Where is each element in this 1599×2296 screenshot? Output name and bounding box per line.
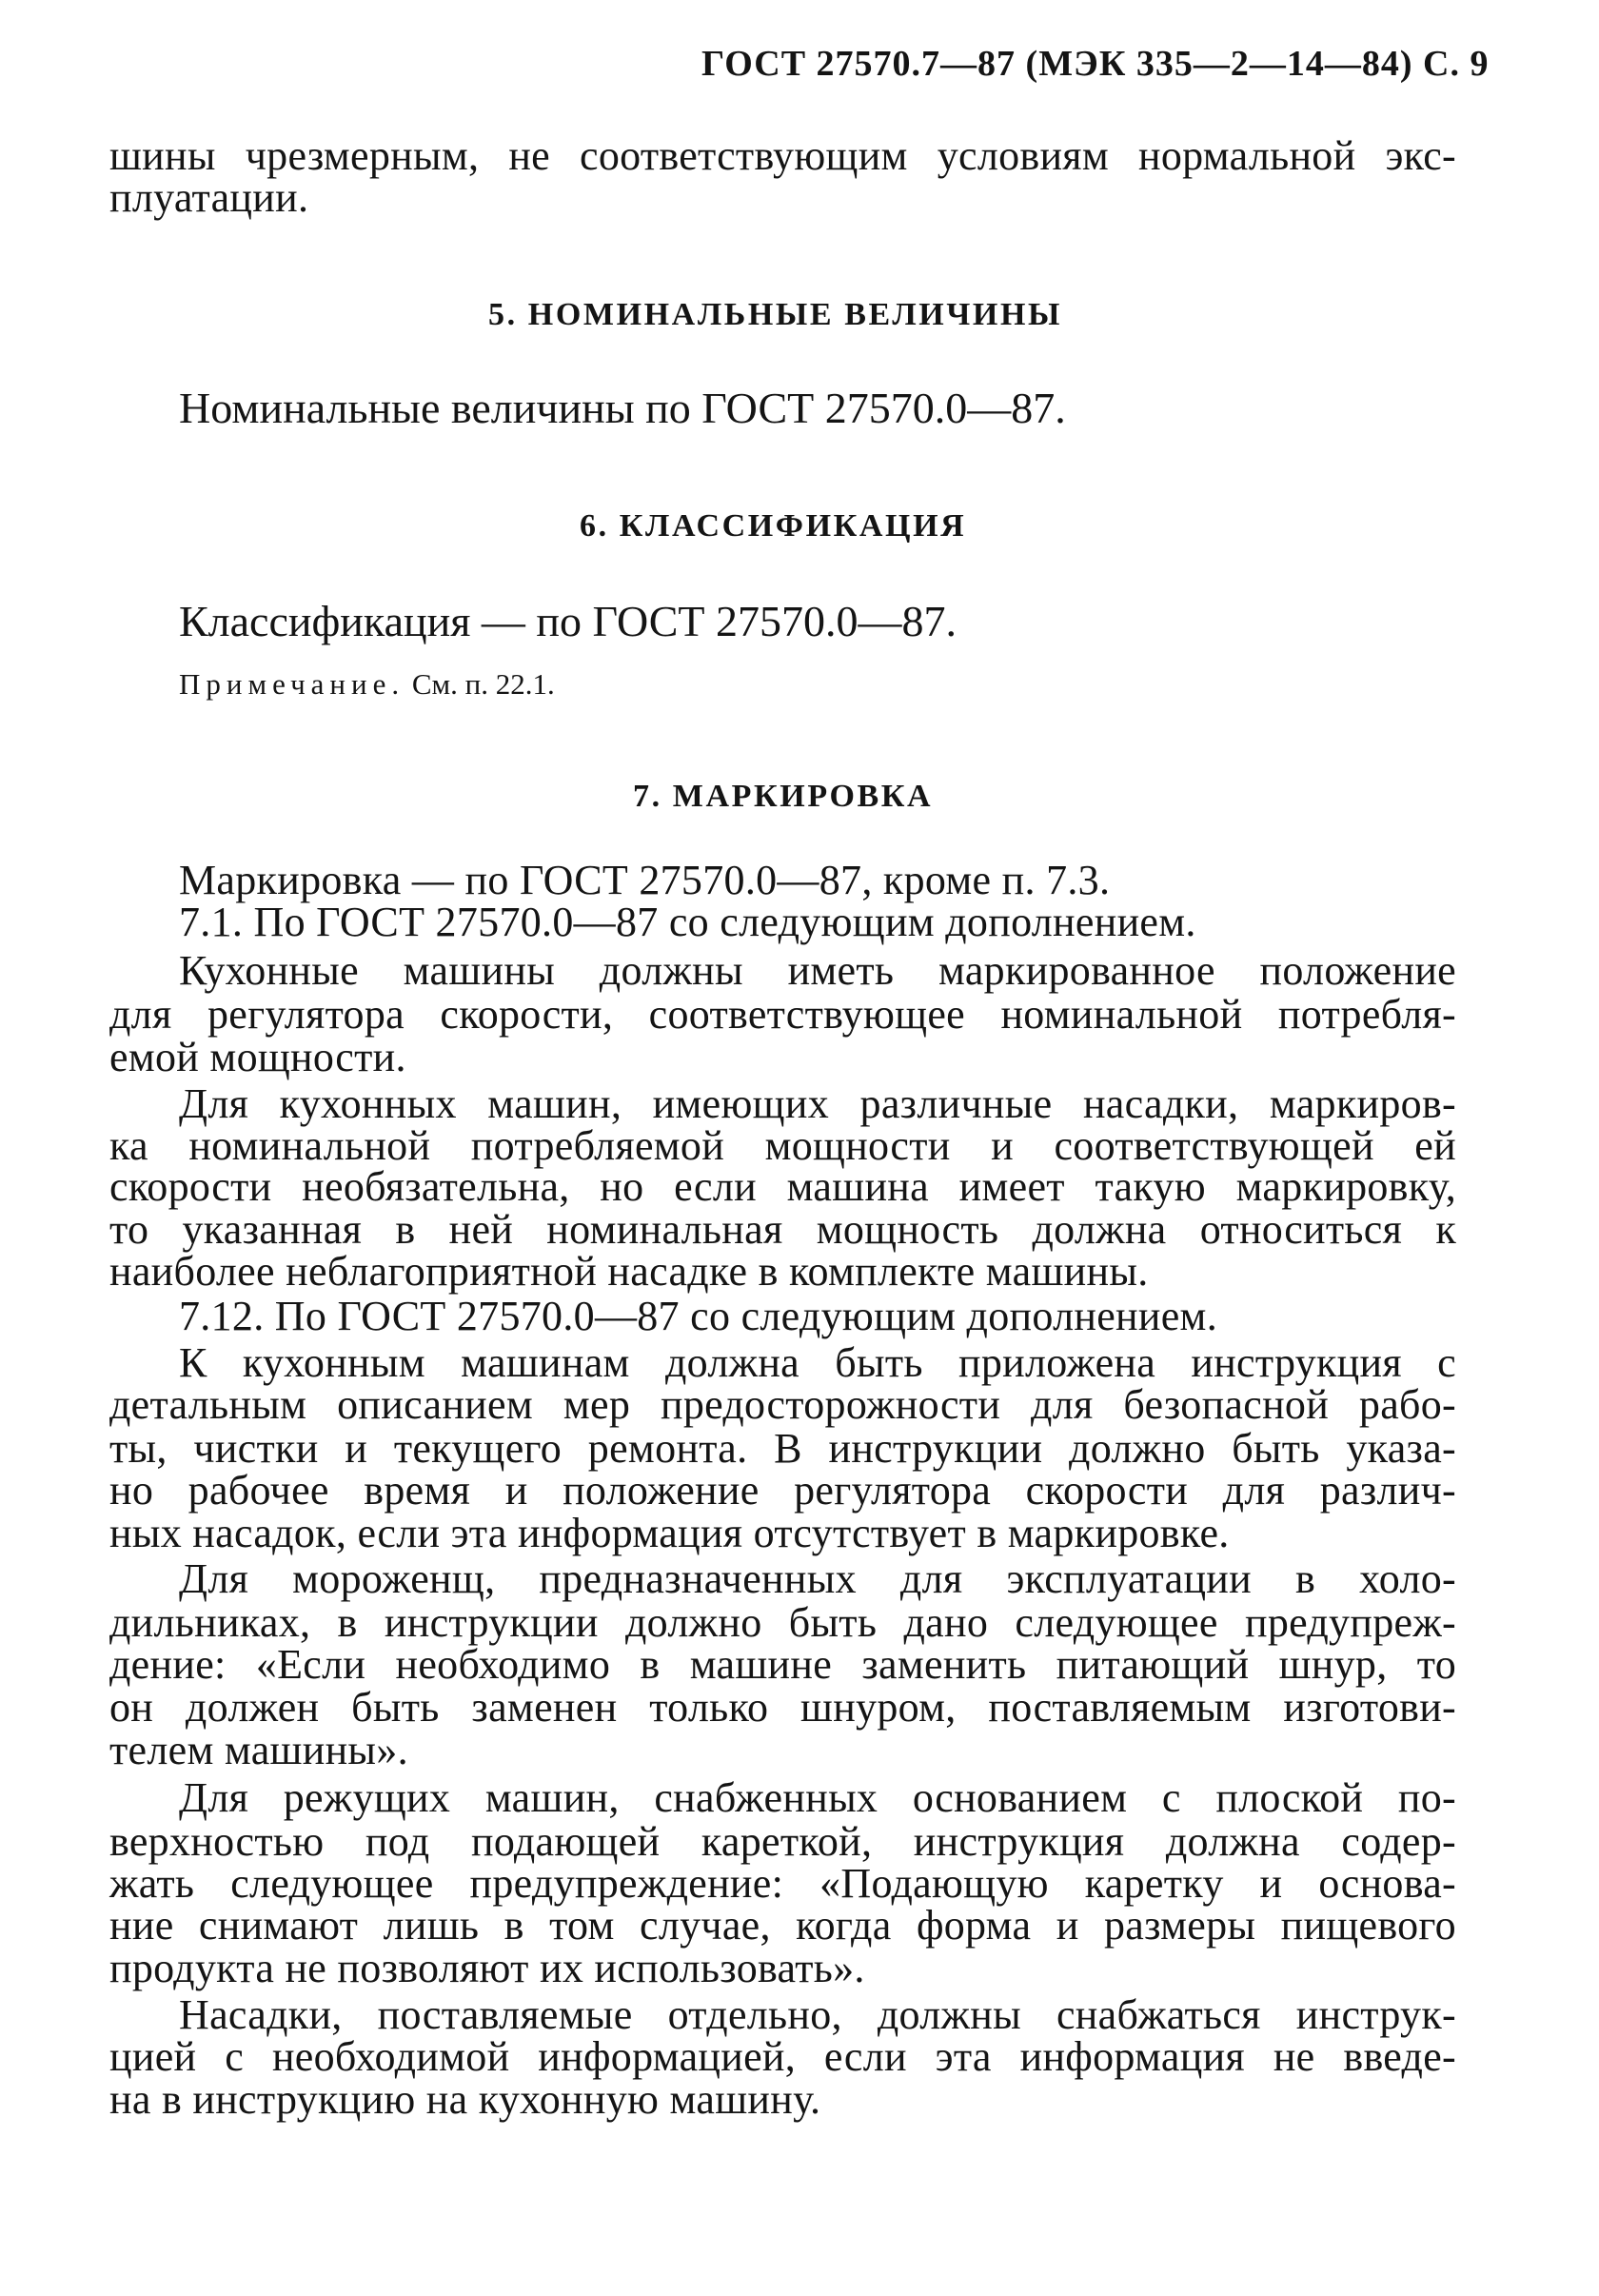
paragraph-line: детальным описанием мер предосторожности для безопасной рабо- [109, 1381, 1456, 1428]
paragraph-line: Классификация — по ГОСТ 27570.0—87. [179, 597, 957, 645]
section-heading: 7. МАРКИРОВКА [633, 779, 934, 814]
paragraph-line: К кухонным машинам должна быть приложена инструкция с [179, 1339, 1456, 1386]
paragraph-line: емой мощности. [109, 1034, 406, 1080]
paragraph-line: 7.12. По ГОСТ 27570.0—87 со следующим дополнением. [179, 1293, 1218, 1339]
paragraph-line: на в инструкцию на кухонную машину. [109, 2076, 821, 2123]
paragraph-line: 7.1. По ГОСТ 27570.0—87 со следующим дополнением. [179, 899, 1196, 945]
paragraph-line: продукта не позволяют их использовать». [109, 1945, 865, 1991]
section-heading: 5. НОМИНАЛЬНЫЕ ВЕЛИЧИНЫ [488, 297, 1062, 332]
paragraph-line: верхностью под подающей кареткой, инструкция должна содер- [109, 1818, 1456, 1865]
paragraph-line: ных насадок, если эта информация отсутствует в маркировке. [109, 1510, 1230, 1556]
paragraph-line: дильниках, в инструкции должно быть дано следующее предупреж- [109, 1599, 1456, 1646]
section-heading: 6. КЛАССИФИКАЦИЯ [580, 508, 967, 544]
paragraph-line: Для мороженщ, предназначенных для эксплуатации в холо- [179, 1555, 1456, 1602]
paragraph-line: плуатации. [109, 174, 309, 221]
page-header: ГОСТ 27570.7—87 (МЭК 335—2—14—84) С. 9 [701, 44, 1490, 84]
paragraph-line: телем машины». [109, 1727, 408, 1773]
paragraph-line: Номинальные величины по ГОСТ 27570.0—87. [179, 384, 1066, 432]
paragraph-line: для регулятора скорости, соответствующее номинальной потребля- [109, 991, 1456, 1038]
paragraph-line: Для режущих машин, снабженных основанием с плоской по- [179, 1774, 1456, 1821]
paragraph-line: ка номинальной потребляемой мощности и соответствующей ей [109, 1122, 1456, 1169]
note [179, 669, 555, 699]
paragraph-line: но рабочее время и положение регулятора скорости для различ- [109, 1467, 1456, 1514]
paragraph-line: Кухонные машины должны иметь маркированное положение [179, 947, 1456, 994]
note-label: Примечание. [179, 667, 405, 701]
paragraph-line: скорости необязательна, но если машина имеет такую маркировку, [109, 1163, 1456, 1210]
paragraph-line: жать следующее предупреждение: «Подающую каретку и основа- [109, 1860, 1456, 1907]
note-text: См. п. 22.1. [411, 667, 555, 701]
paragraph-line: ние снимают лишь в том случае, когда форма и размеры пищевого [109, 1902, 1456, 1949]
paragraph-line: Маркировка — по ГОСТ 27570.0—87, кроме п. 7.3. [179, 857, 1111, 903]
paragraph-line: цией с необходимой информацией, если эта информация не введе- [109, 2033, 1456, 2080]
paragraph-line: шины чрезмерным, не соответствующим условиям нормальной экс- [109, 132, 1456, 179]
paragraph-line: ты, чистки и текущего ремонта. В инструкции должно быть указа- [109, 1425, 1456, 1472]
paragraph-line: Для кухонных машин, имеющих различные насадки, маркиров- [179, 1080, 1456, 1127]
paragraph-line: дение: «Если необходимо в машине заменить питающий шнур, то [109, 1641, 1456, 1688]
paragraph-line: он должен быть заменен только шнуром, поставляемым изготови- [109, 1684, 1456, 1731]
paragraph-line: то указанная в ней номинальная мощность должна относиться к [109, 1206, 1456, 1253]
paragraph-line: наиболее неблагоприятной насадке в комплекте машины. [109, 1248, 1149, 1295]
paragraph-line: Насадки, поставляемые отдельно, должны снабжаться инструк- [179, 1991, 1456, 2038]
